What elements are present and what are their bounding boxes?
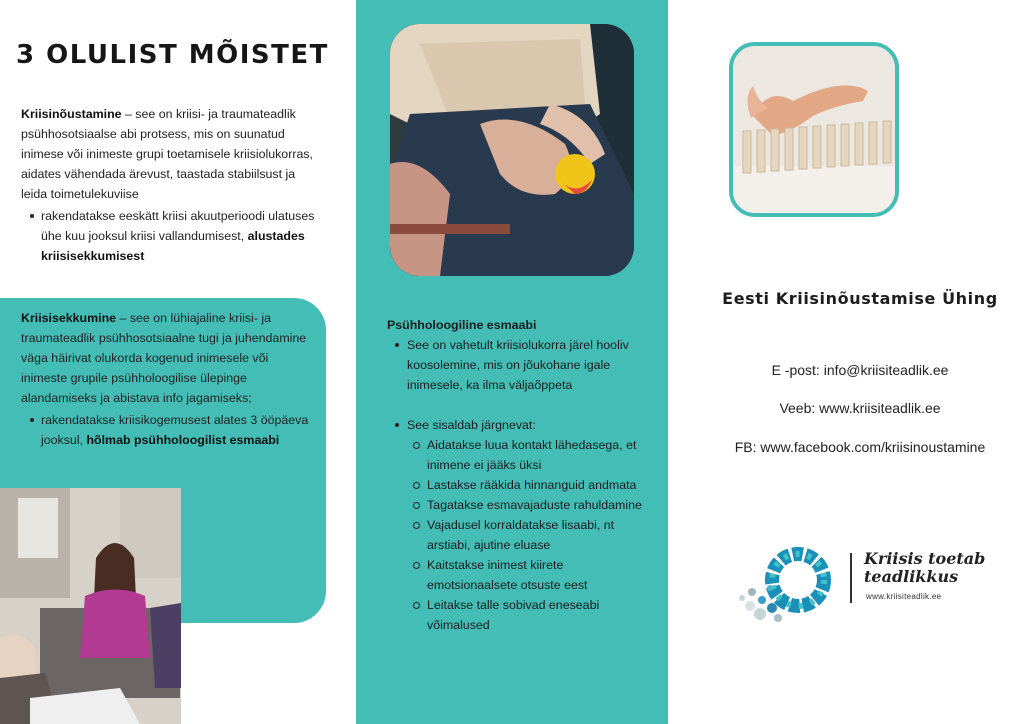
first-aid-section [387, 315, 647, 635]
contact-email[interactable]: E -post: info@kriisiteadlik.ee [771, 362, 949, 378]
first-aid-item: Kaitstakse inimest kiirete emotsionaalsete otsuste eest [407, 555, 647, 595]
definition-text: – see on kriisi- ja traumateadlik psühhosotsiaalse abi protsess, mis on suunatud inimese või inimeste grupi toetamisele kriisiolukorras, aidates vähendada ärevust, taastada stabiilsust ja leida toimetulekuviise [21, 107, 313, 201]
first-aid-item: Vajadusel korraldatakse lisaabi, nt arstiabi, ajutine eluase [407, 515, 647, 555]
first-aid-title: Psühholoogiline esmaabi [387, 318, 537, 332]
photo-counseling-session [0, 488, 181, 724]
first-aid-item: Tagatakse esmavajaduste rahuldamine [407, 495, 647, 515]
definition-text: – see on lühiajaline kriisi- ja traumateadlik psühhosotsiaalne tugi ja juhendamine väga häirivat olukorda kogenud inimesele või inimeste grupile psühholoogilise ülepinge alandamiseks ja abistava info jagamiseks; [21, 311, 307, 405]
definition-bullet: rakendatakse kriisikogemusest alates 3 ööpäeva jooksul, hõlmab psühholoogilist esmaabi [21, 410, 316, 450]
definition-bullet: rakendatakse eeskätt kriisi akuutperioodi ulatuses ühe kuu jooksul kriisi vallandumisest, alustades kriisisekkumisest [21, 206, 321, 266]
definition-kriisinoustamine [21, 104, 321, 266]
definition-term: Kriisisekkumine [21, 311, 117, 325]
first-aid-item: Lastakse rääkida hinnanguid andmata [407, 475, 647, 495]
organization-name: Eesti Kriisinõustamise Ühing [722, 289, 998, 308]
photo-holding-hands [390, 24, 634, 276]
logo-divider [850, 553, 852, 603]
contact-facebook[interactable]: FB: www.facebook.com/kriisinoustamine [734, 439, 986, 455]
logo-ring-icon [730, 536, 850, 628]
first-aid-bullet: See on vahetult kriisiolukorra järel hooliv koosolemine, mis on jõukohane igale inimesele, ka ilma väljaõppeta [387, 335, 647, 395]
first-aid-item: Leitakse talle sobivad eneseabi võimalused [407, 595, 647, 635]
logo-slogan: Kriisis toetab teadlikkus [864, 549, 986, 586]
page-title: 3 OLULIST MÕISTET [16, 40, 329, 70]
definition-term: Kriisinõustamine [21, 107, 122, 121]
contact-website[interactable]: Veeb: www.kriisiteadlik.ee [779, 400, 941, 416]
logo-url: www.kriisiteadlik.ee [866, 592, 942, 601]
photo-dominoes [729, 42, 899, 217]
first-aid-item: Aidatakse luua kontakt lähedasega, et inimene ei jääks üksi [407, 435, 647, 475]
first-aid-bullet: See sisaldab järgnevat: Aidatakse luua kontakt lähedasega, et inimene ei jääks üksi Lastakse rääkida hinnanguid andmata Tagatakse esmavajaduste rahuldamine Vajadusel korraldatakse lisaabi, nt arstiabi, ajutine eluase Kaitstakse inimest kiirete emotsionaalsete otsuste eest Leitakse talle sobivad eneseabi võimalused [387, 415, 647, 635]
definition-kriisisekkumine [21, 308, 316, 450]
